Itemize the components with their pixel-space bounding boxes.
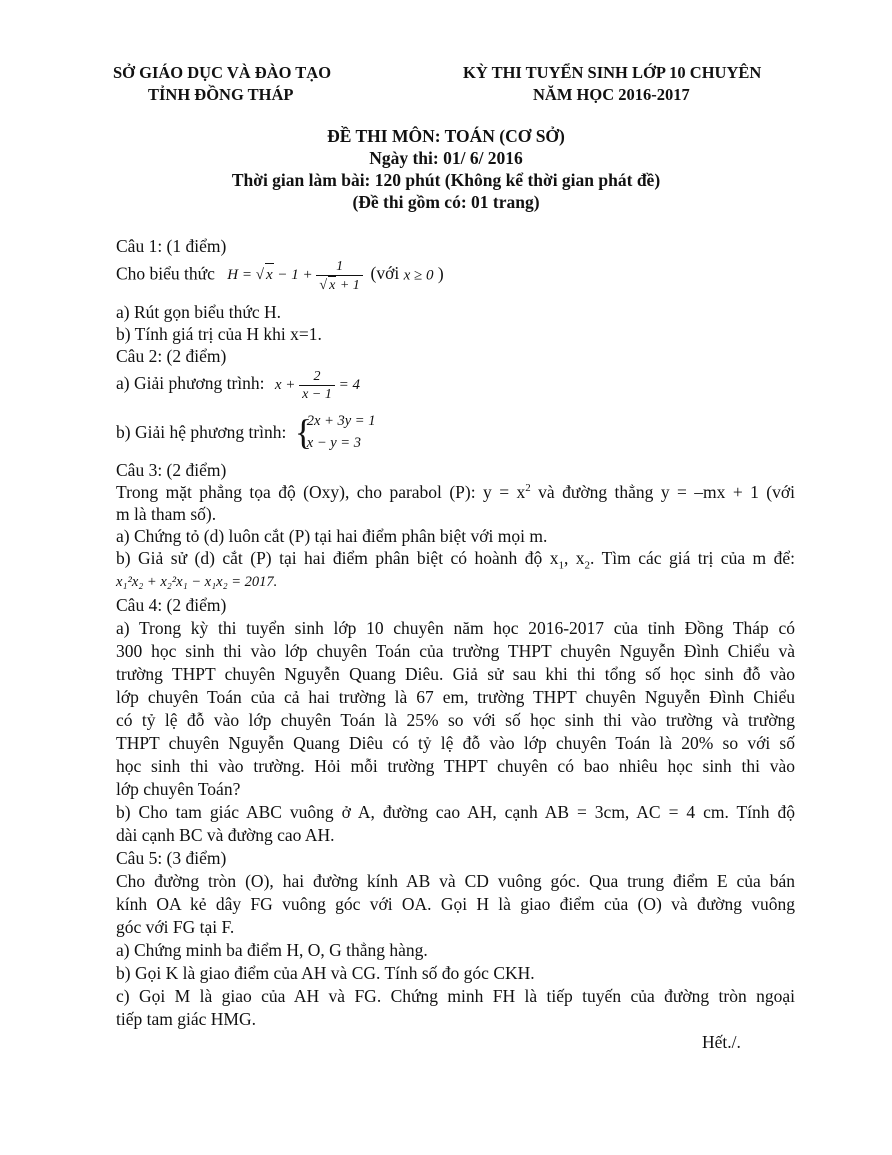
q1-frac-numerator: 1	[316, 258, 362, 276]
q4-a-line: lớp chuyên Toán của cả hai trường là 67 em, trường THPT chuyên Nguyễn Đình Chiểu	[116, 687, 795, 707]
exam-subject: ĐỀ THI MÔN: TOÁN (CƠ SỞ)	[327, 126, 565, 146]
q2-b-text: b) Giải hệ phương trình:	[116, 422, 287, 442]
school-year: NĂM HỌC 2016-2017	[533, 85, 690, 104]
q5-intro-line: Cho đường tròn (O), hai đường kính AB và CD vuông góc. Qua trung điểm E của bán	[116, 871, 795, 891]
q1-expr-lhs: H =	[227, 267, 256, 284]
q1-part-a: a) Rút gọn biểu thức H.	[116, 302, 282, 322]
q2-a-frac-denominator: x − 1	[302, 387, 332, 402]
q2-b-system	[295, 410, 376, 454]
q1-frac-den-sqrt: x	[329, 278, 336, 293]
exam-duration: Thời gian làm bài: 120 phút (Không kể thời gian phát đề)	[231, 170, 661, 190]
q5-intro-line: góc với FG tại F.	[116, 917, 235, 937]
q1-expr-minus: − 1 +	[273, 267, 317, 284]
province-name: TỈNH ĐỒNG THÁP	[148, 85, 294, 104]
page-count: (Đề thi gồm có: 01 trang)	[352, 192, 540, 212]
q1-frac-denominator: √ x + 1	[319, 278, 360, 293]
q2-a-lhs: x +	[274, 376, 300, 393]
q3-intro-line2: m là tham số).	[116, 504, 217, 524]
q4-b-line: b) Cho tam giác ABC vuông ở A, đường cao AH, cạnh AB = 3cm, AC = 4 cm. Tính độ	[116, 802, 795, 822]
q3-part-b	[116, 547, 796, 572]
q4-a-line: THPT chuyên Nguyễn Quang Diêu có tỷ lệ đỗ vào lớp chuyên Toán là 20% so với số	[116, 733, 795, 753]
q3-b-text-b: , x	[563, 548, 585, 568]
q1-expr-fraction	[316, 258, 362, 294]
q1-cond-close: )	[437, 263, 444, 284]
q3-b-sub2: 2	[584, 559, 591, 572]
q3-intro-line1	[116, 481, 795, 503]
q3-part-a: a) Chứng tỏ (d) luôn cắt (P) tại hai điểm phân biệt với mọi m.	[116, 526, 548, 546]
q4-a-line: a) Trong kỳ thi tuyển sinh lớp 10 chuyên năm học 2016-2017 của tỉnh Đồng Tháp có	[116, 618, 795, 638]
q2-b-eq2: x − y = 3	[306, 435, 361, 451]
end-mark: Hết./.	[702, 1032, 741, 1052]
q3-b-sub1: 1	[558, 559, 564, 572]
system-brace-icon: {	[294, 412, 313, 452]
q4-a-line: có tỷ lệ đỗ vào lớp chuyên Toán là 25% so với số học sinh thi vào trường và trường	[116, 710, 795, 730]
q5-part-c-line: tiếp tam giác HMG.	[116, 1009, 256, 1029]
q1-intro: Cho biểu thức	[116, 263, 215, 284]
q1-expr-sqrt: x	[265, 263, 274, 286]
q1-condition: x ≥ 0	[403, 267, 434, 284]
q2-b-eq1: 2x + 3y = 1	[306, 413, 376, 429]
q1-cond-open: (với	[370, 263, 400, 284]
q2-part-a	[116, 368, 360, 408]
q1-expression: H = √ x − 1 + $\frac{1}{√ x + 1}$	[227, 267, 366, 283]
q1-heading: Câu 1: (1 điểm)	[116, 236, 227, 256]
q3-intro-b: và đường thẳng y = –mx + 1 (với	[530, 482, 795, 502]
q3-b-text-c: . Tìm các giá trị của m để:	[590, 548, 796, 568]
q5-heading: Câu 5: (3 điểm)	[116, 848, 227, 868]
q2-heading: Câu 2: (2 điểm)	[116, 346, 227, 366]
q4-a-line: học sinh thi vào trường. Hỏi mỗi trường THPT chuyên có bao nhiêu học sinh thi vào	[116, 756, 795, 776]
q4-a-line: lớp chuyên Toán?	[116, 779, 241, 799]
q4-b-line: dài cạnh BC và đường cao AH.	[116, 825, 335, 845]
q1-frac-den-rest: + 1	[336, 278, 360, 293]
q5-part-b: b) Gọi K là giao điểm của AH và CG. Tính số đo góc CKH.	[116, 963, 535, 983]
q5-part-a: a) Chứng minh ba điểm H, O, G thẳng hàng.	[116, 940, 428, 960]
q3-condition: x₁²x₂ + x₂²x₁ − x₁x₂ = 2017.	[116, 574, 278, 590]
q3-intro-a: Trong mặt phẳng tọa độ (Oxy), cho parabol (P): y = x	[116, 482, 526, 502]
department-name: SỞ GIÁO DỤC VÀ ĐÀO TẠO	[113, 63, 332, 82]
q4-a-line: 300 học sinh thi vào lớp chuyên Toán của trường THPT chuyên Nguyễn Đình Chiểu và	[116, 641, 795, 661]
q5-intro-line: kính OA kẻ dây FG vuông góc với OA. Gọi H là giao điểm của (O) và đường vuông	[116, 894, 795, 914]
q5-part-c-line: c) Gọi M là giao của AH và FG. Chứng minh FH là tiếp tuyến của đường tròn ngoại	[116, 986, 795, 1006]
exam-date: Ngày thi: 01/ 6/ 2016	[369, 148, 523, 168]
exam-name: KỲ THI TUYỂN SINH LỚP 10 CHUYÊN	[463, 63, 762, 82]
q2-a-fraction	[299, 368, 335, 403]
q4-heading: Câu 4: (2 điểm)	[116, 595, 227, 615]
q1-expression-line	[116, 258, 444, 298]
q3-b-text-a: b) Giả sử (d) cắt (P) tại hai điểm phân biệt có hoành độ x	[116, 548, 559, 568]
q3-intro-sup: 2	[525, 482, 531, 495]
q2-a-frac-numerator: 2	[299, 368, 335, 386]
q2-part-b	[116, 410, 375, 458]
q4-a-line: trường THPT chuyên Nguyễn Quang Diêu. Giả sử sau khi thi tổng số học sinh đỗ vào	[116, 664, 795, 684]
q2-a-rhs: = 4	[334, 376, 360, 393]
q2-a-text: a) Giải phương trình:	[116, 372, 265, 393]
q2-a-equation	[274, 369, 360, 402]
q1-part-b: b) Tính giá trị của H khi x=1.	[116, 324, 322, 344]
q3-heading: Câu 3: (2 điểm)	[116, 460, 227, 480]
